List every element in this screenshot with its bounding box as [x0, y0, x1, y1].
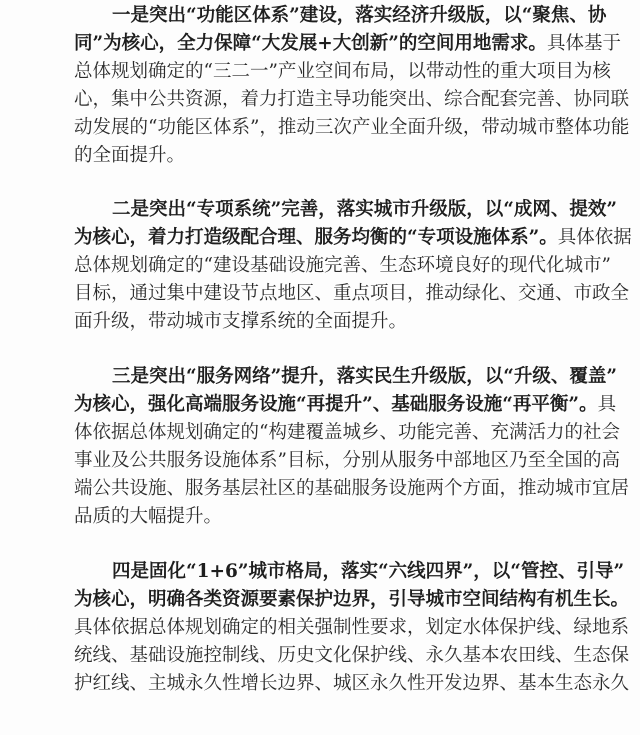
text-segment: 统线、基础设施控制线、历史文化保护线、永久基本农田线、生态保 [74, 645, 630, 666]
text-line [74, 505, 222, 529]
text-segment: 面升级，带动城市支撑系统的全面提升。 [74, 311, 408, 332]
text-segment: 具体依据 [557, 227, 632, 248]
text-segment: 护红线、主城永久性增长边界、城区永久性开发边界、基本生态永久 [74, 673, 630, 694]
bold-text-segment: 同”为核心，全力保障“大发展+大创新”的空间用地需求。 [74, 33, 547, 54]
text-line [74, 588, 629, 612]
bold-text-segment: 四是固化“1+6”城市格局，落实“六线四界”，以“管控、引导” [112, 561, 625, 582]
text-line [74, 616, 629, 640]
text-line [74, 60, 611, 84]
text-line [74, 644, 629, 668]
text-line [74, 32, 621, 56]
text-line [112, 365, 617, 389]
text-segment: 具体基于 [546, 33, 621, 54]
text-segment: 的全面提升。 [74, 145, 186, 166]
text-segment: 事业及公共服务设施体系”目标，分别从服务中部地区乃至全国的高 [74, 450, 620, 471]
text-segment: 总体规划确定的“三二一”产业空间布局，以带动性的重大项目为核 [74, 61, 611, 82]
text-segment: 体依据总体规划确定的“构建覆盖城乡、功能完善、充满活力的社会 [74, 422, 620, 443]
text-segment: 心，集中公共资源，着力打造主导功能突出、综合配套完善、协同联 [74, 89, 630, 110]
text-line [74, 88, 629, 112]
text-segment: 动发展的“功能区体系”，推动三次产业全面升级，带动城市整体功能 [74, 117, 630, 138]
bold-text-segment: 为核心，明确各类资源要素保护边界，引导城市空间结构有机生长。 [74, 589, 630, 610]
text-line [112, 560, 624, 584]
bold-text-segment: 为核心，强化高端服务设施“再提升”、基础服务设施“再平衡”。 [74, 394, 598, 415]
text-line [74, 282, 629, 306]
text-line [74, 449, 620, 473]
text-line [74, 477, 629, 501]
text-segment: 具 [597, 394, 617, 415]
text-line [74, 116, 629, 140]
text-segment: 目标，通过集中建设节点地区、重点项目，推动绿化、交通、市政全 [74, 283, 630, 304]
text-line [74, 254, 611, 278]
text-line [74, 226, 632, 250]
text-segment: 总体规划确定的“建设基础设施完善、生态环境良好的现代化城市” [74, 255, 611, 276]
text-segment: 品质的大幅提升。 [74, 506, 223, 527]
text-line [112, 4, 606, 28]
bold-text-segment: 二是突出“专项系统”完善，落实城市升级版，以“成网、提效” [112, 199, 618, 220]
text-segment: 具体依据总体规划确定的相关强制性要求，划定水体保护线、绿地系 [74, 617, 630, 638]
text-line [112, 198, 617, 222]
bold-text-segment: 一是突出“功能区体系”建设，落实经济升级版，以“聚焦、协 [112, 5, 607, 26]
bold-text-segment: 三是突出“服务网络”提升，落实民生升级版，以“升级、覆盖” [112, 366, 618, 387]
text-line [74, 393, 616, 417]
bold-text-segment: 为核心，着力打造级配合理、服务均衡的“专项设施体系”。 [74, 227, 558, 248]
text-line [74, 672, 629, 696]
text-line [74, 144, 185, 168]
text-line [74, 310, 407, 334]
text-line [74, 421, 620, 445]
text-segment: 端公共设施、服务基层社区的基础服务设施两个方面，推动城市宜居 [74, 478, 630, 499]
